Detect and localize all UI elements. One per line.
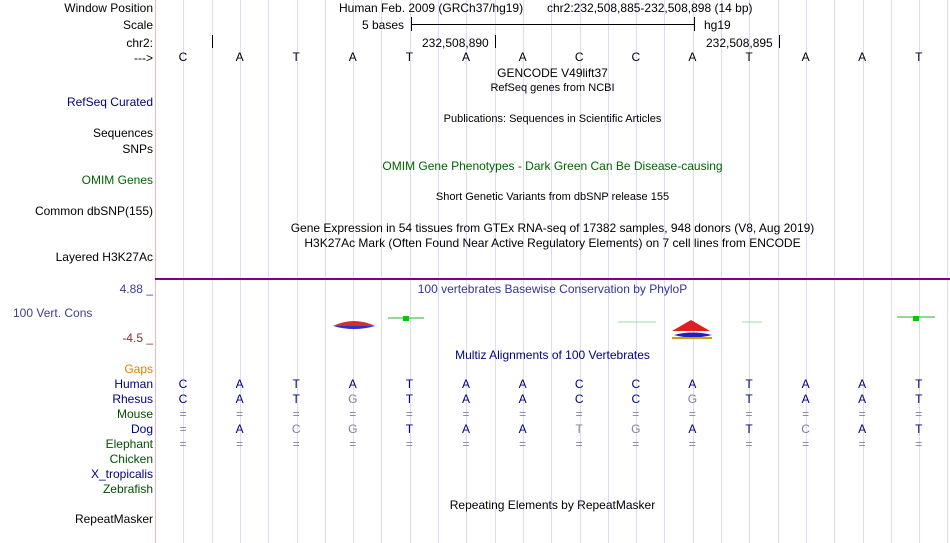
alignment-base: = [236,437,244,451]
species-label-human[interactable]: Human [114,377,153,391]
species-label-elephant[interactable]: Elephant [105,437,153,451]
alignment-base: = [405,407,413,421]
strand-arrow[interactable]: ---> [134,51,153,65]
coord-label-1: 232,508,890 [422,36,489,50]
conservation-logo [672,320,710,331]
sequence-base: A [688,50,697,64]
conservation-logo [674,333,712,338]
alignment-base: A [801,377,810,391]
sequence-base: T [915,50,923,64]
alignment-base: = [405,437,413,451]
alignment-base: A [461,422,470,436]
alignment-base: = [688,407,696,421]
layered-h3k27ac-label[interactable]: Layered H3K27Ac [55,250,153,264]
alignment-base: = [575,407,583,421]
conservation-logo [333,326,375,329]
sequence-base: T [405,50,414,64]
sequence-base: C [574,50,584,64]
alignment-base: A [858,377,867,391]
species-label-chicken[interactable]: Chicken [109,452,153,466]
alignment-base: A [235,422,244,436]
cons-min-value: -4.5 _ [122,331,153,345]
conservation-logo [333,321,375,326]
sequence-base: A [518,50,527,64]
alignment-base: T [745,377,753,391]
alignment-base: A [235,377,244,391]
sequences-label[interactable]: Sequences [92,126,153,140]
conservation-peak [403,316,409,321]
refseq-track-title[interactable]: RefSeq genes from NCBI [490,82,615,94]
alignment-base: A [858,422,867,436]
alignment-base: C [631,392,641,406]
alignment-base: T [405,377,414,391]
alignment-base: = [858,437,866,451]
alignment-base: = [802,407,810,421]
species-label-x_tropicalis[interactable]: X_tropicalis [90,467,153,481]
alignment-base: T [292,392,300,406]
species-label-rhesus[interactable]: Rhesus [112,392,153,406]
alignment-base: G [348,422,358,436]
alignment-base: = [179,407,187,421]
sequence-base: A [461,50,470,64]
alignment-base: C [574,392,584,406]
publications-track-title[interactable]: Publications: Sequences in Scientific Articles [443,113,662,125]
alignment-base: = [688,437,696,451]
alignment-base: T [915,392,923,406]
alignment-base: = [292,437,300,451]
alignment-base: = [179,422,187,436]
alignment-base: T [915,377,923,391]
alignment-base: C [178,392,188,406]
sequence-base: A [235,50,244,64]
gtex-track-title[interactable]: Gene Expression in 54 tissues from GTEx RNA-seq of 17382 samples, 948 donors (V8, Aug 2019) [290,221,815,235]
alignment-base: = [519,407,527,421]
dbsnp-track-title[interactable]: Short Genetic Variants from dbSNP release 155 [435,191,670,203]
gaps-label[interactable]: Gaps [124,362,153,376]
cons-max-value: 4.88 _ [119,282,153,296]
snps-label[interactable]: SNPs [122,142,153,156]
alignment-base: A [461,377,470,391]
sequence-base: T [745,50,753,64]
scale-label: Scale [122,18,153,32]
alignment-base: = [745,437,753,451]
window-position-label: Window Position [64,1,153,15]
alignment-base: A [518,392,527,406]
alignment-base: G [631,422,641,436]
alignment-base: A [858,392,867,406]
alignment-base: = [915,437,923,451]
species-label-mouse[interactable]: Mouse [116,407,153,421]
alignment-base: = [858,407,866,421]
sequence-base: A [801,50,810,64]
alignment-base: T [745,422,753,436]
refseq-curated-label[interactable]: RefSeq Curated [66,95,153,109]
alignment-base: A [235,392,244,406]
assembly-text: Human Feb. 2009 (GRCh37/hg19) [339,1,524,15]
sequence-base: A [858,50,867,64]
alignment-base: = [179,437,187,451]
alignment-base: T [405,392,414,406]
scale-bar-text: 5 bases [362,18,405,32]
common-dbsnp-label[interactable]: Common dbSNP(155) [34,204,153,218]
h3k27ac-track-title[interactable]: H3K27Ac Mark (Often Found Near Active Regulatory Elements) on 7 cell lines from ENCODE [304,236,801,250]
alignment-base: C [631,377,641,391]
alignment-base: A [688,377,697,391]
alignment-base: A [518,422,527,436]
alignment-base: A [801,392,810,406]
coord-label-2: 232,508,895 [706,36,773,50]
repeatmasker-track-title[interactable]: Repeating Elements by RepeatMasker [449,498,656,512]
sequence-base: A [348,50,357,64]
omim-genes-label[interactable]: OMIM Genes [81,173,153,187]
scale-db: hg19 [704,18,731,32]
alignment-base: = [236,407,244,421]
alignment-base: = [349,407,357,421]
alignment-base: = [802,437,810,451]
alignment-base: G [348,392,358,406]
alignment-base: = [575,437,583,451]
chr-label: chr2: [126,36,153,50]
alignment-base: = [632,437,640,451]
alignment-base: A [461,392,470,406]
alignment-base: T [745,392,753,406]
alignment-base: = [632,407,640,421]
gencode-track-title[interactable]: GENCODE V49lift37 [497,66,608,80]
alignment-base: C [291,422,301,436]
alignment-base: = [915,407,923,421]
alignment-base: T [292,377,300,391]
alignment-base: T [405,422,414,436]
alignment-base: = [462,407,470,421]
alignment-base: C [801,422,810,436]
repeatmasker-label[interactable]: RepeatMasker [74,512,153,526]
alignment-base: = [745,407,753,421]
sequence-base: T [292,50,300,64]
alignment-base: G [687,392,698,406]
alignment-base: A [518,377,527,391]
cons-track-label[interactable]: 100 Vert. Cons [13,306,93,320]
sequence-base: C [631,50,641,64]
alignment-base: = [519,437,527,451]
alignment-base: C [178,377,188,391]
alignment-base: T [575,422,583,436]
alignment-base: C [574,377,584,391]
alignment-base: = [349,437,357,451]
omim-track-title[interactable]: OMIM Gene Phenotypes - Dark Green Can Be Disease-causing [382,159,723,173]
species-label-dog[interactable]: Dog [130,422,153,436]
conservation-peak [913,316,919,321]
species-label-zebrafish[interactable]: Zebrafish [102,482,153,496]
alignment-base: = [462,437,470,451]
position-text: chr2:232,508,885-232,508,898 (14 bp) [547,1,753,15]
sequence-base: C [178,50,188,64]
alignment-base: A [348,377,357,391]
alignment-base: T [915,422,923,436]
conservation-track-title[interactable]: 100 vertebrates Basewise Conservation by PhyloP [417,282,688,296]
alignment-base: A [688,422,697,436]
multiz-track-title[interactable]: Multiz Alignments of 100 Vertebrates [455,348,650,362]
alignment-base: = [292,407,300,421]
